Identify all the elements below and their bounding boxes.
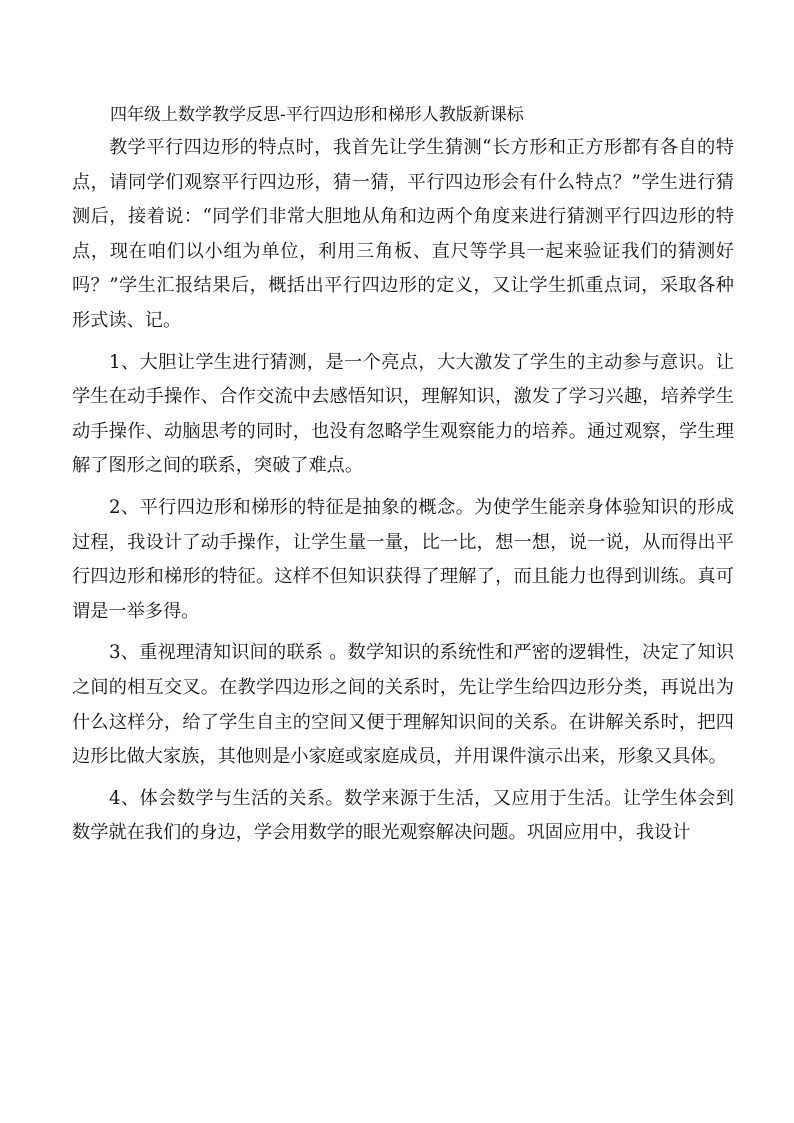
paragraph-intro: 教学平行四边形的特点时，我首先让学生猜测“长方形和正方形都有各自的特点，请同学们观察平行四边形，猜一猜，平行四边形会有什么特点？”学生进行猜测后，接着说：“同学们非常大胆地从角和边两个角度来进行猜测平行四边形的特点，现在咱们以小组为单位，利用三角板、直尺等学具一起来验证我们的猜测好吗？”学生汇报结果后，概括出平行四边形的定义，又让学生抓重点词，采取各种形式读、记。 — [72, 137, 734, 331]
document-title: 四年级上数学教学反思-平行四边形和梯形人教版新课标 — [110, 105, 524, 125]
paragraph-point-2: 2、平行四边形和梯形的特征是抽象的概念。为使学生能亲身体验知识的形成过程，我设计了动手操作，让学生量一量，比一比，想一想，说一说，从而得出平行四边形和梯形的特征。这样不但知识获得了理解了，而且能力也得到训练。真可谓是一举多得。 — [72, 496, 734, 622]
document-page — [72, 100, 734, 851]
paragraph-point-4: 4、体会数学与生活的关系。数学来源于生活，又应用于生活。让学生体会到数学就在我们的身边，学会用数学的眼光观察解决问题。巩固应用中，我设计 — [72, 787, 734, 844]
paragraph-point-1: 1、大胆让学生进行猜测，是一个亮点，大大激发了学生的主动参与意识。让学生在动手操作、合作交流中去感悟知识，理解知识，激发了学习兴趣，培养学生动手操作、动脑思考的同时，也没有忽略学生观察能力的培养。通过观察，学生理解了图形之间的联系，突破了难点。 — [72, 351, 734, 477]
paragraph-point-3: 3、重视理清知识间的联系 。数学知识的系统性和严密的逻辑性，决定了知识之间的相互交叉。在教学四边形之间的关系时，先让学生给四边形分类，再说出为什么这样分，给了学生自主的空间又便于理解知识间的关系。在讲解关系时，把四边形比做大家族，其他则是小家庭或家庭成员，并用课件演示出来，形象又具体。 — [72, 642, 734, 768]
